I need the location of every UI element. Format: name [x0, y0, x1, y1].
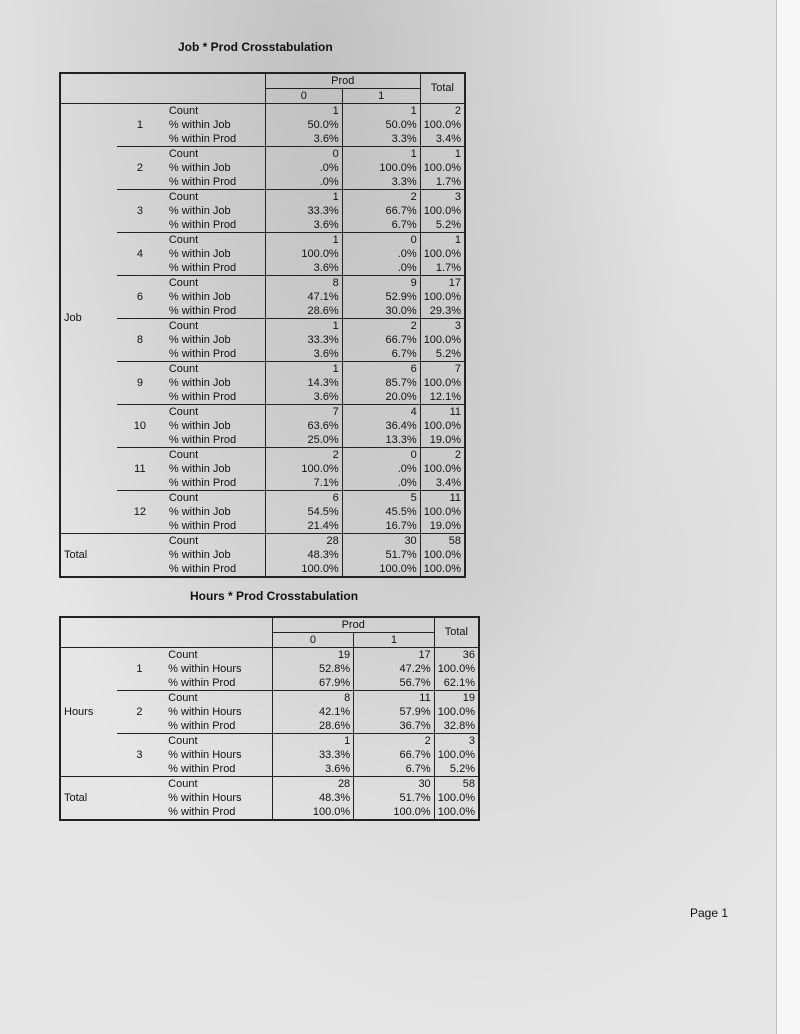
statistic-label: % within Job: [168, 548, 231, 561]
statistic-label: % within Job: [168, 204, 231, 217]
statistic-label: % within Job: [168, 376, 231, 389]
total-cell: 100.0%: [420, 562, 465, 577]
table-row: [60, 491, 465, 506]
value-cell: 36.4%: [342, 419, 420, 433]
value-cell: 2: [265, 448, 342, 463]
total-cell: 100.0%: [434, 805, 479, 820]
table-row: [60, 319, 465, 334]
statistic-label: Count: [163, 104, 265, 119]
total-cell: 1: [420, 233, 465, 248]
statistic-label: % within Job: [168, 290, 231, 303]
table-row: [60, 648, 479, 663]
total-cell: 19.0%: [420, 433, 465, 448]
page-edge: [776, 0, 800, 1034]
statistic-label: Count: [163, 491, 265, 506]
hours-table-title: Hours * Prod Crosstabulation: [190, 589, 359, 603]
category-label: 1: [136, 118, 143, 131]
value-cell: 30: [342, 534, 420, 549]
value-cell: 6.7%: [342, 218, 420, 233]
total-row-label: Total: [60, 777, 162, 821]
value-cell: 11: [354, 691, 435, 706]
value-cell: 63.6%: [265, 419, 342, 433]
value-cell: 52.9%: [342, 290, 420, 304]
total-cell: 3: [420, 319, 465, 334]
total-row-label: Total: [60, 534, 163, 578]
value-cell: 1: [265, 233, 342, 248]
value-cell: 3.6%: [265, 347, 342, 362]
total-cell: 100.0%: [420, 505, 465, 519]
value-cell: 52.8%: [272, 662, 353, 676]
value-cell: 13.3%: [342, 433, 420, 448]
value-cell: 100.0%: [265, 247, 342, 261]
statistic-label: % within Prod: [168, 390, 237, 403]
value-cell: 1: [265, 190, 342, 205]
statistic-label: % within Prod: [168, 805, 236, 818]
category-label: 10: [117, 405, 163, 448]
value-cell: 28.6%: [272, 719, 353, 734]
statistic-label: % within Job: [168, 161, 231, 174]
total-cell: 100.0%: [420, 290, 465, 304]
value-cell: 5: [342, 491, 420, 506]
statistic-label: % within Job: [168, 419, 231, 432]
value-cell: 3.3%: [342, 132, 420, 147]
value-cell: 3.6%: [272, 762, 353, 777]
table-row: [60, 777, 479, 792]
table-row: [60, 104, 465, 119]
statistic-label: Count: [163, 448, 265, 463]
statistic-label: Count: [163, 190, 265, 205]
statistic-label: % within Job: [168, 462, 231, 475]
value-cell: 33.3%: [265, 204, 342, 218]
total-cell: 100.0%: [434, 705, 479, 719]
value-cell: 3.6%: [265, 261, 342, 276]
value-cell: 100.0%: [265, 462, 342, 476]
value-cell: 50.0%: [342, 118, 420, 132]
statistic-label: % within Prod: [168, 476, 237, 489]
statistic-label: Count: [162, 777, 272, 792]
total-cell: 100.0%: [420, 419, 465, 433]
total-cell: 100.0%: [420, 462, 465, 476]
category-label: 12: [117, 491, 163, 534]
value-cell: 19: [272, 648, 353, 663]
value-cell: 0: [342, 233, 420, 248]
statistic-label: % within Prod: [168, 719, 236, 732]
col-category-header: 1: [342, 89, 420, 104]
col-var-header: Prod: [265, 73, 420, 89]
value-cell: 25.0%: [265, 433, 342, 448]
value-cell: 6: [342, 362, 420, 377]
statistic-label: Count: [163, 233, 265, 248]
total-cell: 19: [434, 691, 479, 706]
table-row: [60, 362, 465, 377]
statistic-label: Count: [163, 362, 265, 377]
job-table-title: Job * Prod Crosstabulation: [178, 40, 333, 54]
value-cell: 21.4%: [265, 519, 342, 534]
total-cell: 5.2%: [420, 347, 465, 362]
statistic-label: Count: [162, 691, 272, 706]
table-row: [60, 534, 465, 549]
value-cell: 54.5%: [265, 505, 342, 519]
value-cell: 42.1%: [272, 705, 353, 719]
table-row: [60, 233, 465, 248]
value-cell: 7.1%: [265, 476, 342, 491]
value-cell: 8: [265, 276, 342, 291]
total-cell: 7: [420, 362, 465, 377]
row-var-label: Job: [60, 104, 117, 534]
value-cell: 3.3%: [342, 175, 420, 190]
category-label: 11: [117, 448, 163, 491]
statistic-label: % within Prod: [168, 676, 236, 689]
value-cell: 67.9%: [272, 676, 353, 691]
total-cell: 62.1%: [434, 676, 479, 691]
total-cell: 5.2%: [434, 762, 479, 777]
statistic-label: % within Prod: [168, 175, 237, 188]
total-cell: 29.3%: [420, 304, 465, 319]
total-cell: 3.4%: [420, 132, 465, 147]
header-row: [60, 617, 479, 633]
value-cell: 51.7%: [342, 548, 420, 562]
category-label: 3: [117, 190, 163, 233]
col-category-header: 0: [265, 89, 342, 104]
value-cell: 36.7%: [354, 719, 435, 734]
col-category-header: 1: [354, 633, 435, 648]
statistic-label: % within Job: [168, 118, 231, 131]
value-cell: 45.5%: [342, 505, 420, 519]
statistic-label: % within Prod: [168, 762, 236, 775]
statistic-label: % within Prod: [168, 261, 237, 274]
total-header: Total: [420, 73, 465, 104]
statistic-label: Count: [163, 534, 265, 549]
job-crosstab-table: [59, 72, 466, 578]
value-cell: 3.6%: [265, 218, 342, 233]
table-row: [60, 734, 479, 749]
value-cell: 20.0%: [342, 390, 420, 405]
category-label: 6: [117, 276, 163, 319]
total-cell: 3.4%: [420, 476, 465, 491]
value-cell: 9: [342, 276, 420, 291]
statistic-label: Count: [163, 276, 265, 291]
statistic-label: % within Prod: [168, 433, 237, 446]
value-cell: 1: [265, 362, 342, 377]
table-row: [60, 691, 479, 706]
col-var-header: Prod: [272, 617, 434, 633]
total-cell: 12.1%: [420, 390, 465, 405]
value-cell: .0%: [342, 261, 420, 276]
value-cell: 51.7%: [354, 791, 435, 805]
table-row: [60, 190, 465, 205]
value-cell: 100.0%: [354, 805, 435, 820]
total-cell: 100.0%: [434, 748, 479, 762]
value-cell: 50.0%: [265, 118, 342, 132]
total-cell: 3: [420, 190, 465, 205]
total-cell: 32.8%: [434, 719, 479, 734]
value-cell: 100.0%: [342, 161, 420, 175]
statistic-label: % within Hours: [168, 748, 242, 761]
statistic-label: % within Prod: [168, 132, 237, 145]
value-cell: 0: [342, 448, 420, 463]
total-cell: 2: [420, 448, 465, 463]
value-cell: .0%: [342, 247, 420, 261]
total-cell: 3: [434, 734, 479, 749]
statistic-label: Count: [162, 734, 272, 749]
value-cell: 17: [354, 648, 435, 663]
total-cell: 100.0%: [420, 118, 465, 132]
value-cell: 48.3%: [272, 791, 353, 805]
statistic-label: % within Hours: [168, 791, 242, 804]
value-cell: 2: [342, 190, 420, 205]
page-number: Page 1: [690, 906, 729, 920]
statistic-label: % within Job: [168, 333, 231, 346]
total-cell: 100.0%: [420, 548, 465, 562]
total-cell: 1: [420, 147, 465, 162]
value-cell: 3.6%: [265, 132, 342, 147]
value-cell: 6: [265, 491, 342, 506]
category-label: 8: [117, 319, 163, 362]
value-cell: 3.6%: [265, 390, 342, 405]
value-cell: .0%: [342, 462, 420, 476]
value-cell: 28: [265, 534, 342, 549]
statistic-label: Count: [163, 405, 265, 420]
value-cell: 6.7%: [354, 762, 435, 777]
total-cell: 19.0%: [420, 519, 465, 534]
value-cell: .0%: [342, 476, 420, 491]
value-cell: 100.0%: [342, 562, 420, 577]
category-label: 3: [117, 734, 162, 777]
total-cell: 100.0%: [420, 376, 465, 390]
category-label: 4: [117, 233, 163, 276]
value-cell: 2: [354, 734, 435, 749]
total-cell: 5.2%: [420, 218, 465, 233]
header-row: [60, 73, 465, 89]
value-cell: 1: [265, 104, 342, 119]
total-cell: 100.0%: [420, 247, 465, 261]
total-cell: 2: [420, 104, 465, 119]
statistic-label: % within Hours: [168, 662, 242, 675]
value-cell: 47.1%: [265, 290, 342, 304]
value-cell: 28.6%: [265, 304, 342, 319]
value-cell: 30: [354, 777, 435, 792]
total-cell: 1.7%: [420, 261, 465, 276]
value-cell: 0: [265, 147, 342, 162]
total-cell: 100.0%: [420, 161, 465, 175]
hours-crosstab-table: [59, 616, 480, 821]
value-cell: 56.7%: [354, 676, 435, 691]
table-row: [60, 147, 465, 162]
value-cell: 6.7%: [342, 347, 420, 362]
value-cell: 1: [342, 104, 420, 119]
total-cell: 100.0%: [420, 333, 465, 347]
total-cell: 36: [434, 648, 479, 663]
value-cell: 1: [272, 734, 353, 749]
value-cell: 85.7%: [342, 376, 420, 390]
statistic-label: % within Prod: [168, 347, 237, 360]
header-blank: [60, 617, 272, 648]
value-cell: 66.7%: [354, 748, 435, 762]
value-cell: 30.0%: [342, 304, 420, 319]
statistic-label: Count: [163, 319, 265, 334]
value-cell: 47.2%: [354, 662, 435, 676]
total-cell: 17: [420, 276, 465, 291]
statistic-label: % within Prod: [168, 218, 237, 231]
statistic-label: % within Job: [168, 505, 231, 518]
col-category-header: 0: [272, 633, 353, 648]
total-cell: 58: [420, 534, 465, 549]
value-cell: 66.7%: [342, 204, 420, 218]
total-cell: 11: [420, 491, 465, 506]
value-cell: 28: [272, 777, 353, 792]
statistic-label: % within Hours: [168, 705, 242, 718]
total-cell: 11: [420, 405, 465, 420]
statistic-label: % within Prod: [168, 562, 237, 575]
statistic-label: % within Job: [168, 247, 231, 260]
value-cell: 8: [272, 691, 353, 706]
value-cell: 14.3%: [265, 376, 342, 390]
category-label: 9: [117, 362, 163, 405]
value-cell: 100.0%: [265, 562, 342, 577]
table-row: [60, 405, 465, 420]
table-row: [60, 276, 465, 291]
statistic-label: % within Prod: [168, 304, 237, 317]
total-cell: 58: [434, 777, 479, 792]
value-cell: 33.3%: [272, 748, 353, 762]
category-label: 1: [136, 662, 143, 675]
value-cell: 4: [342, 405, 420, 420]
value-cell: .0%: [265, 175, 342, 190]
total-cell: 1.7%: [420, 175, 465, 190]
total-cell: 100.0%: [434, 791, 479, 805]
statistic-label: % within Prod: [168, 519, 237, 532]
value-cell: .0%: [265, 161, 342, 175]
value-cell: 66.7%: [342, 333, 420, 347]
category-label: 2: [117, 691, 162, 734]
value-cell: 1: [342, 147, 420, 162]
value-cell: 48.3%: [265, 548, 342, 562]
value-cell: 100.0%: [272, 805, 353, 820]
total-cell: 100.0%: [420, 204, 465, 218]
row-var-label: Hours: [60, 648, 117, 777]
table-row: [60, 448, 465, 463]
total-header: Total: [434, 617, 479, 648]
header-blank: [60, 73, 265, 104]
total-cell: 100.0%: [434, 662, 479, 676]
value-cell: 1: [265, 319, 342, 334]
value-cell: 16.7%: [342, 519, 420, 534]
value-cell: 2: [342, 319, 420, 334]
statistic-label: Count: [162, 648, 272, 663]
category-label: 2: [117, 147, 163, 190]
value-cell: 7: [265, 405, 342, 420]
value-cell: 33.3%: [265, 333, 342, 347]
statistic-label: Count: [163, 147, 265, 162]
value-cell: 57.9%: [354, 705, 435, 719]
